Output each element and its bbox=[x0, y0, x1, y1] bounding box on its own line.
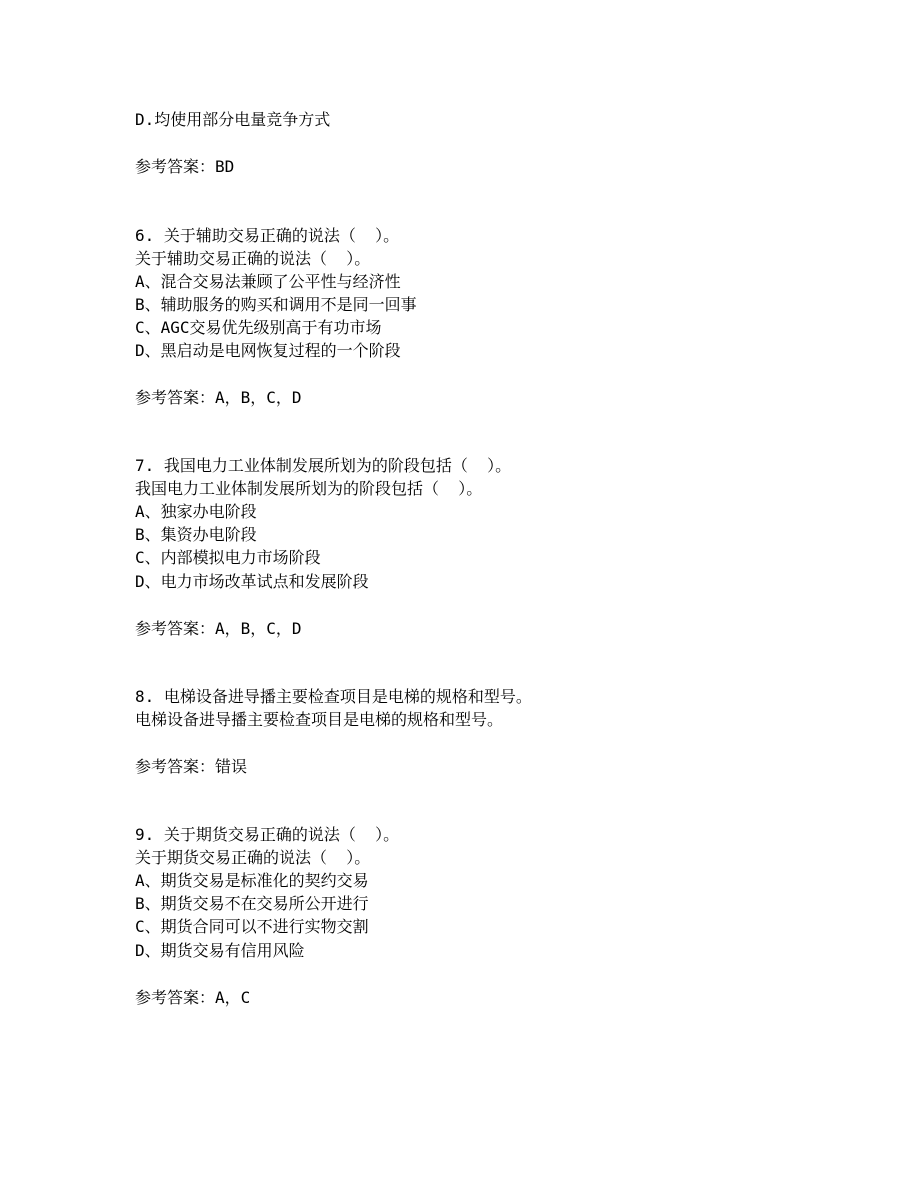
question-7-option-a: A、独家办电阶段 bbox=[135, 502, 257, 521]
question-7-option-d: D、电力市场改革试点和发展阶段 bbox=[135, 572, 369, 591]
question-9-stem: 关于期货交易正确的说法（ ）。 bbox=[135, 848, 371, 867]
question-9-option-a: A、期货交易是标准化的契约交易 bbox=[135, 871, 369, 890]
question-8-title: 8. 电梯设备进导播主要检查项目是电梯的规格和型号。 bbox=[135, 687, 532, 706]
question-9-answer: 参考答案：A，C bbox=[135, 988, 251, 1007]
question-8-stem: 电梯设备进导播主要检查项目是电梯的规格和型号。 bbox=[135, 710, 504, 729]
question-6-title: 6. 关于辅助交易正确的说法（ ）。 bbox=[135, 226, 400, 245]
question-9-option-c: C、期货合同可以不进行实物交割 bbox=[135, 917, 369, 936]
question-8-answer: 参考答案：错误 bbox=[135, 757, 248, 776]
prev-option-d: D.均使用部分电量竞争方式 bbox=[135, 110, 331, 129]
question-7-option-c: C、内部模拟电力市场阶段 bbox=[135, 548, 321, 567]
question-6-option-a: A、混合交易法兼顾了公平性与经济性 bbox=[135, 272, 401, 291]
question-6-option-c: C、AGC交易优先级别高于有功市场 bbox=[135, 318, 382, 337]
question-6-answer: 参考答案：A，B，C，D bbox=[135, 388, 302, 407]
question-7-option-b: B、集资办电阶段 bbox=[135, 525, 257, 544]
question-6-option-d: D、黑启动是电网恢复过程的一个阶段 bbox=[135, 341, 401, 360]
question-9-option-d: D、期货交易有信用风险 bbox=[135, 941, 305, 960]
question-9-option-b: B、期货交易不在交易所公开进行 bbox=[135, 894, 369, 913]
question-7-answer: 参考答案：A，B，C，D bbox=[135, 619, 302, 638]
question-7-title: 7. 我国电力工业体制发展所划为的阶段包括（ ）。 bbox=[135, 456, 512, 475]
question-7-stem: 我国电力工业体制发展所划为的阶段包括（ ）。 bbox=[135, 479, 483, 498]
question-6-option-b: B、辅助服务的购买和调用不是同一回事 bbox=[135, 295, 417, 314]
prev-answer: 参考答案：BD bbox=[135, 157, 235, 176]
question-6-stem: 关于辅助交易正确的说法（ ）。 bbox=[135, 249, 371, 268]
question-9-title: 9. 关于期货交易正确的说法（ ）。 bbox=[135, 825, 400, 844]
